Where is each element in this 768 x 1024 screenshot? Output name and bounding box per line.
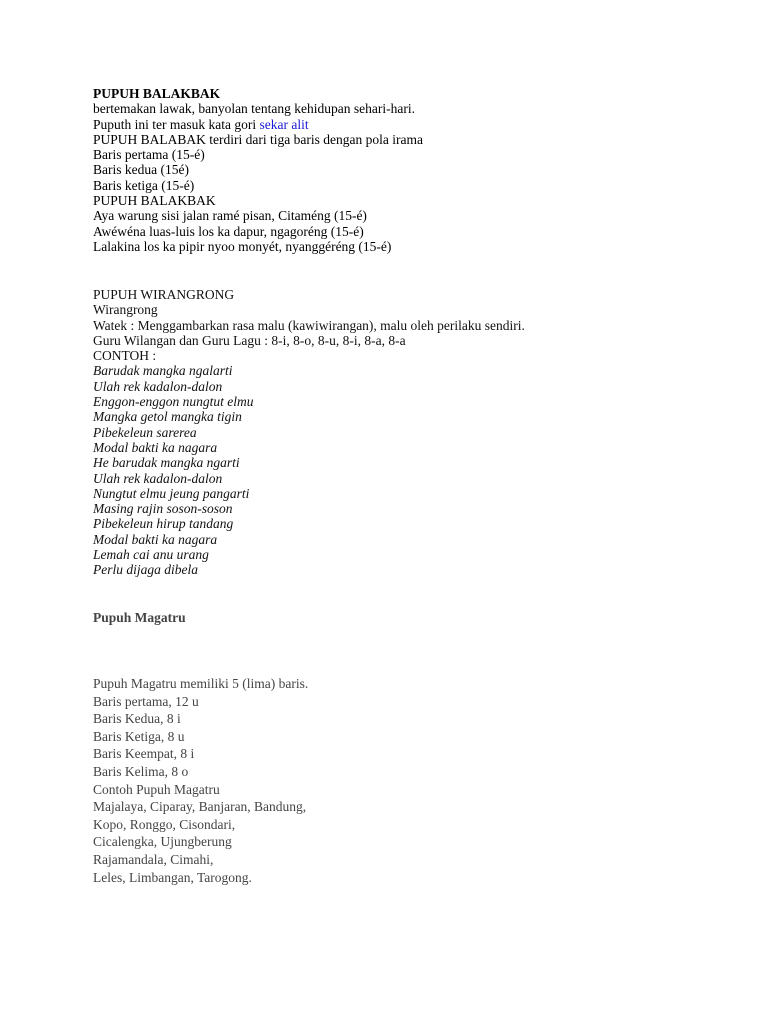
poem-line: Ulah rek kadalon-dalon: [93, 378, 223, 394]
poem-line: Modal bakti ka nagara: [93, 439, 218, 455]
heading-pupuh-wirangrong: PUPUH WIRANGRONG: [93, 287, 235, 302]
text-line: PUPUH BALABAK terdiri dari tiga baris dengan pola irama: [93, 131, 423, 147]
contoh-label: CONTOH :: [93, 348, 157, 364]
section-balakbak: [93, 86, 733, 254]
poem-line: Perlu dijaga dibela: [93, 562, 198, 578]
poem-line: Masing rajin soson-soson: [93, 501, 233, 517]
text-line: Baris kedua (15é): [93, 162, 189, 178]
text-line: Baris ketiga (15-é): [93, 177, 195, 193]
poem-line: Ulah rek kadalon-dalon: [93, 470, 223, 486]
poem-line: Enggon-enggon nungtut elmu: [93, 394, 254, 410]
poem-line: He barudak mangka ngarti: [93, 455, 240, 471]
watek-line: Watek : Menggambarkan rasa malu (kawiwirangan), malu oleh perilaku sendiri.: [93, 317, 525, 333]
text-line-with-link: [93, 117, 733, 132]
text-line: Aya warung sisi jalan ramé pisan, Citaméng (15-é): [93, 208, 367, 224]
subtitle-wirangrong: Wirangrong: [93, 302, 158, 318]
text-line: Majalaya, Ciparay, Banjaran, Bandung,: [93, 799, 307, 815]
heading-pupuh-magatru: Pupuh Magatru: [93, 610, 186, 625]
poem-line: Lemah cai anu urang: [93, 547, 209, 563]
text-line: Leles, Limbangan, Tarogong.: [93, 869, 252, 885]
guru-line: Guru Wilangan dan Guru Lagu : 8-i, 8-o, 8-u, 8-i, 8-a, 8-a: [93, 332, 406, 348]
text-line: Pupuh Magatru memiliki 5 (lima) baris.: [93, 676, 309, 691]
text-line: Baris pertama (15-é): [93, 147, 205, 163]
text-line: Lalakina los ka pipir nyoo monyét, nyanggéréng (15-é): [93, 238, 392, 254]
section-wirangrong: [93, 287, 525, 578]
heading-pupuh-balakbak: PUPUH BALAKBAK: [93, 86, 221, 101]
text-line: Baris Keempat, 8 i: [93, 746, 195, 762]
poem-line: Modal bakti ka nagara: [93, 531, 218, 547]
text-line: Baris pertama, 12 u: [93, 693, 199, 709]
document-page: [93, 86, 733, 885]
text-line: Baris Ketiga, 8 u: [93, 728, 185, 744]
text-line: Baris Kedua, 8 i: [93, 711, 181, 727]
poem-line: Pibekeleun sarerea: [93, 424, 197, 440]
poem-line: Pibekeleun hirup tandang: [93, 516, 234, 532]
poem-line: Nungtut elmu jeung pangarti: [93, 485, 250, 501]
magatru-body: [93, 675, 308, 886]
section-magatru: [93, 610, 309, 885]
poem-line: Mangka getol mangka tigin: [93, 409, 242, 425]
poem-line: Barudak mangka ngalarti: [93, 363, 233, 379]
text-line: Baris Kelima, 8 o: [93, 763, 189, 779]
text-line: Rajamandala, Cimahi,: [93, 851, 214, 867]
text-line: Awéwéna luas-luis los ka dapur, ngagoréng (15-é): [93, 223, 364, 239]
text-line: bertemakan lawak, banyolan tentang kehidupan sehari-hari.: [93, 101, 415, 117]
text-line: Cicalengka, Ujungberung: [93, 834, 232, 850]
text-line: Kopo, Ronggo, Cisondari,: [93, 816, 236, 832]
text-line: PUPUH BALAKBAK: [93, 193, 216, 209]
text-line-prefix: Puputh ini ter masuk kata gori: [93, 116, 260, 132]
text-line: Contoh Pupuh Magatru: [93, 781, 220, 797]
sekar-alit-link[interactable]: sekar alit: [259, 116, 309, 132]
